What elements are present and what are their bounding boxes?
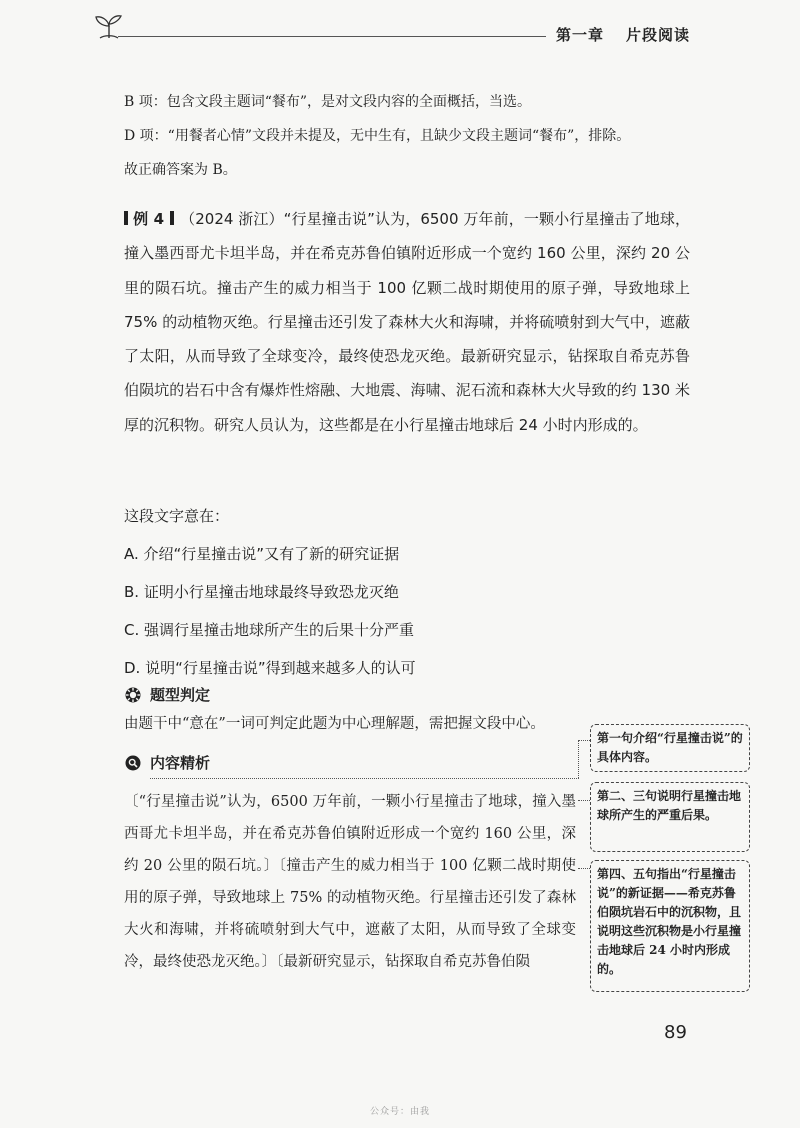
tag-bar-left <box>124 211 128 225</box>
segment-3: 最新研究显示，钻探取自希克苏鲁伯陨 <box>283 954 530 970</box>
bracket-open: 〔 <box>276 954 284 970</box>
type-judgment-heading <box>124 684 210 705</box>
connector-line <box>150 778 579 779</box>
analysis-line-b: B 项：包含文段主题词“餐布”，是对文段内容的全面概括，当选。 <box>124 94 532 110</box>
example-tag: 例 4 <box>133 210 165 228</box>
content-analysis-heading <box>124 752 210 773</box>
bracket-open: 〔 <box>124 794 139 810</box>
connector-line <box>578 740 590 741</box>
type-judgment-title: 题型判定 <box>150 686 211 704</box>
analysis-conclusion: 故正确答案为 B。 <box>124 162 237 178</box>
page-header <box>556 24 690 45</box>
search-icon <box>124 754 142 772</box>
bracket-open: 〔 <box>278 858 287 874</box>
margin-note-1: 第一句介绍“行星撞击说”的具体内容。 <box>590 724 750 772</box>
content-analysis-body <box>124 786 576 978</box>
bracket-close: 〕 <box>261 954 277 970</box>
question-stem: 这段文字意在： <box>124 507 230 525</box>
header-rule <box>118 36 546 37</box>
type-judgment-text: 由题干中“意在”一词可判定此题为中心理解题，需把握文段中心。 <box>124 716 545 732</box>
content-analysis-title: 内容精析 <box>150 754 211 772</box>
segment-1: “行星撞击说”认为，6500 万年前，一颗小行星撞击了地球，撞入墨西哥尤卡坦半岛，并在希克苏鲁伯镇附近形成一个宽约 160 公里，深约 20 公里的陨石坑。 <box>124 794 577 874</box>
option-d: D. 说明“行星撞击说”得到越来越多人的认可 <box>124 659 416 677</box>
bracket-close: 〕 <box>263 858 279 874</box>
section-label: 片段阅读 <box>626 26 691 44</box>
connector-line <box>578 868 590 869</box>
gear-icon <box>124 686 142 704</box>
option-a: A. 介绍“行星撞击说”又有了新的研究证据 <box>124 545 400 563</box>
page-number: 89 <box>664 1022 687 1043</box>
analysis-line-d: D 项：“用餐者心情”文段并未提及，无中生有，且缺少文段主题词“餐布”，排除。 <box>124 128 631 144</box>
option-c: C. 强调行星撞击地球所产生的后果十分严重 <box>124 621 415 639</box>
segment-2: 撞击产生的威力相当于 100 亿颗二战时期使用的原子弹，导致地球上 75% 的动植物灭绝。行星撞击还引发了森林大火和海啸，并将硫喷射到大气中，遮蔽了太阳，从而导致了全球变冷，最终使恐龙灭绝。 <box>124 858 577 970</box>
chapter-label: 第一章 <box>556 26 605 44</box>
option-b: B. 证明小行星撞击地球最终导致恐龙灭绝 <box>124 583 399 601</box>
example-4-paragraph <box>124 202 690 442</box>
connector-line <box>578 800 590 801</box>
margin-note-2: 第二、三句说明行星撞击地球所产生的严重后果。 <box>590 782 750 852</box>
connector-line <box>578 740 579 778</box>
example-text: （2024 浙江）“行星撞击说”认为，6500 万年前，一颗小行星撞击了地球，撞入墨西哥尤卡坦半岛，并在希克苏鲁伯镇附近形成一个宽约 160 公里，深约 20 公里的陨石坑。撞击产生的威力相当于 100 亿颗二战时期使用的原子弹，导致地球上 75% 的动植物灭绝。行星撞击还引发了森林大火和海啸，并将硫喷射到大气中，遮蔽了太阳，从而导致了全球变冷，最终使恐龙灭绝。最新研究显示，钻探取自希克苏鲁伯陨坑的岩石中含有爆炸性熔融、大地震、海啸、泥石流和森林大火导致的约 130 米厚的沉积物。研究人员认为，这些都是在小行星撞击地球后 24 小时内形成的。 <box>124 210 690 434</box>
margin-note-3: 第四、五句指出“行星撞击说”的新证据——希克苏鲁伯陨坑岩石中的沉积物，且说明这些沉积物是小行星撞击地球后 24 小时内形成的。 <box>590 860 750 992</box>
footer-watermark: 公众号：由我 <box>370 1107 431 1117</box>
tag-bar-right <box>170 211 174 225</box>
